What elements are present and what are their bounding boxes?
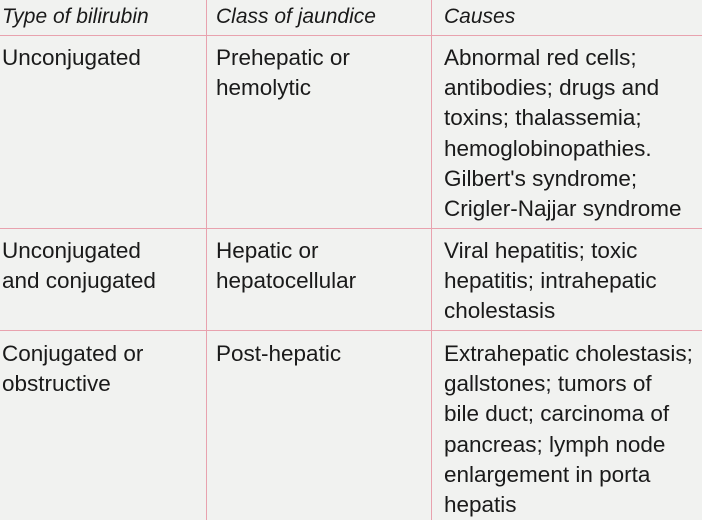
- row-3-causes: [444, 339, 693, 520]
- table-cell-line: Abnormal red cells;: [444, 45, 637, 70]
- table-cell-line: Unconjugated: [2, 45, 141, 70]
- row-1-class: [216, 43, 350, 103]
- table-cell-line: Post-hepatic: [216, 341, 342, 366]
- table-cell-line: hepatitis; intrahepatic: [444, 268, 657, 294]
- row-2-type: [2, 236, 156, 296]
- header-class-of-jaundice: Class of jaundice: [216, 5, 376, 28]
- table-cell-line: Extrahepatic cholestasis;: [444, 341, 693, 366]
- row-1-causes: [444, 43, 682, 224]
- table-cell-line: Gilbert's syndrome;: [444, 165, 638, 191]
- row-1-type: [2, 43, 141, 73]
- table-cell-line: Unconjugated: [2, 238, 141, 263]
- row-2-causes: [444, 236, 657, 327]
- table-cell-line: pancreas; lymph node: [444, 431, 666, 457]
- table-cell-line: Prehepatic or: [216, 45, 350, 70]
- row-divider: [0, 35, 702, 36]
- table-cell-line: hepatocellular: [216, 268, 357, 294]
- table-cell-line: gallstones; tumors of: [444, 371, 652, 397]
- table-cell-line: obstructive: [2, 371, 111, 397]
- row-2-class: [216, 236, 356, 296]
- table-cell-line: hemolytic: [216, 75, 312, 101]
- table-cell-line: Viral hepatitis; toxic: [444, 238, 638, 263]
- table-cell-line: Conjugated or: [2, 341, 144, 366]
- header-type-of-bilirubin: Type of bilirubin: [2, 5, 149, 28]
- table-cell-line: Hepatic or: [216, 238, 319, 263]
- row-divider: [0, 330, 702, 331]
- table-cell-line: bile duct; carcinoma of: [444, 401, 670, 427]
- table-cell-line: hemoglobinopathies.: [444, 135, 652, 161]
- table-cell-line: enlargement in porta: [444, 461, 651, 487]
- table-cell-line: cholestasis: [444, 298, 556, 324]
- table-cell-line: Crigler-Najjar syndrome: [444, 196, 682, 222]
- table-cell-line: antibodies; drugs and: [444, 75, 660, 101]
- table-cell-line: hepatis: [444, 492, 517, 518]
- column-divider: [431, 0, 432, 520]
- row-3-type: [2, 339, 143, 399]
- column-divider: [206, 0, 207, 520]
- row-3-class: [216, 339, 341, 369]
- header-causes: Causes: [444, 5, 516, 28]
- table-cell-line: and conjugated: [2, 268, 156, 294]
- table-cell-line: toxins; thalassemia;: [444, 105, 642, 131]
- row-divider: [0, 228, 702, 229]
